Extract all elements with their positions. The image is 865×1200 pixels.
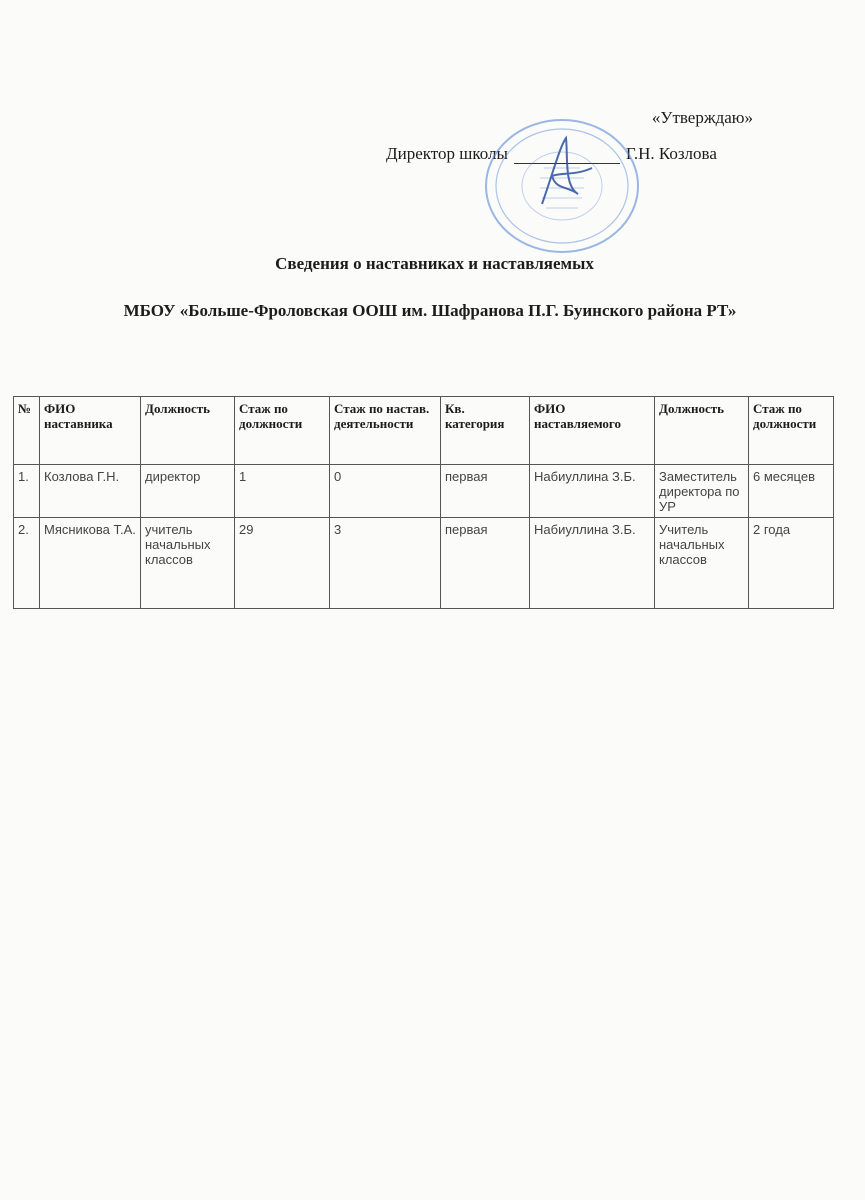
cell-category: первая [441,465,530,518]
cell-mentee-name: Набиуллина З.Б. [530,518,655,609]
cell-number: 1. [14,465,40,518]
approval-heading: «Утверждаю» [651,108,753,127]
col-header-mentoring-experience: Стаж по настав. деятельности [330,397,441,465]
signature-scribble [542,138,592,204]
col-header-number: № [14,397,40,465]
col-header-position: Должность [141,397,235,465]
school-stamp-seal [482,116,642,256]
cell-mentee-experience: 6 месяцев [749,465,834,518]
director-name: Г.Н. Козлова [625,144,717,163]
col-header-category: Кв. категория [441,397,530,465]
cell-mentor-name: Мясникова Т.А. [40,518,141,609]
col-header-position-experience: Стаж по должности [235,397,330,465]
cell-position-experience: 29 [235,518,330,609]
col-header-mentee-experience: Стаж по должности [749,397,834,465]
col-header-mentee-position: Должность [655,397,749,465]
cell-mentoring-experience: 3 [330,518,441,609]
table-row [14,518,834,609]
cell-mentoring-experience: 0 [330,465,441,518]
col-header-mentor-name: ФИО наставника [40,397,141,465]
cell-mentee-position: Заместитель директора по УР [655,465,749,518]
cell-number: 2. [14,518,40,609]
director-label: Директор школы [386,144,508,163]
cell-mentee-experience: 2 года [749,518,834,609]
document-title: Сведения о наставниках и наставляемых [275,254,594,273]
cell-position: директор [141,465,235,518]
cell-mentee-name: Набиуллина З.Б. [530,465,655,518]
school-name-title: МБОУ «Больше-Фроловская ООШ им. Шафранова П.Г. Буинского района РТ» [123,301,737,320]
table-row [14,465,834,518]
cell-position: учитель начальных классов [141,518,235,609]
col-header-mentee-name: ФИО наставляемого [530,397,655,465]
cell-position-experience: 1 [235,465,330,518]
table-header-row [14,397,834,465]
cell-category: первая [441,518,530,609]
cell-mentor-name: Козлова Г.Н. [40,465,141,518]
cell-mentee-position: Учитель начальных классов [655,518,749,609]
mentors-table [13,396,834,609]
